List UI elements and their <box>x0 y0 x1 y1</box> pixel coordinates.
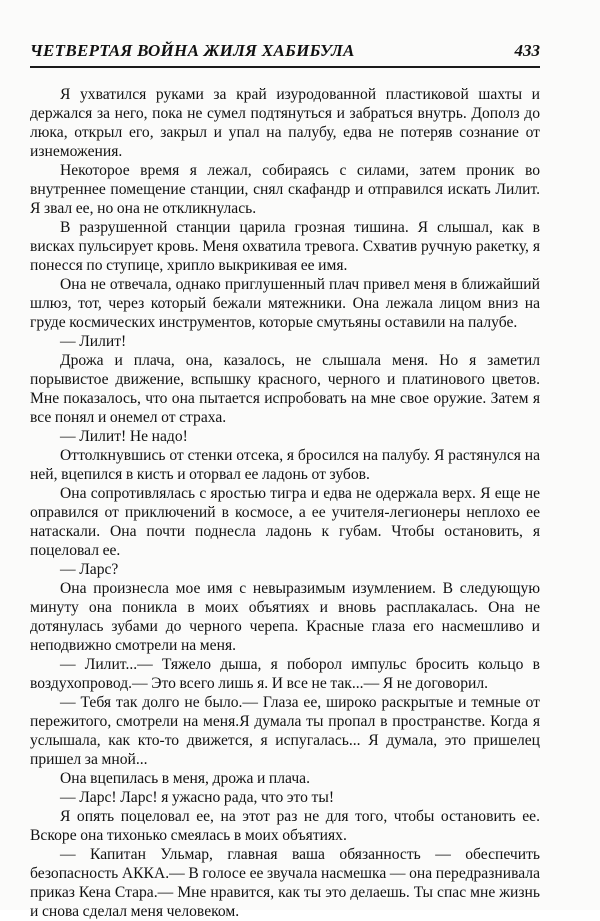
page-number: 433 <box>514 41 540 60</box>
paragraph: Некоторое время я лежал, собираясь с силами, затем проник во внутреннее помещение станции, снял скафандр и отправился искать Лилит. Я звал ее, но она не откликнулась. <box>30 162 540 217</box>
dialogue-line: — Лилит! Не надо! <box>60 428 188 445</box>
dialogue-line: — Тебя так долго не было.— Глаза ее, широко раскрытые и темные от пережитого, смотрели на меня.Я думала ты пропал в пространстве. Когда я услышала, как кто-то движется, я испугалась... Я думала, это пришелец пришел за мной... <box>30 694 540 768</box>
dialogue-line: — Капитан Ульмар, главная ваша обязанность — обеспечить безопасность АККА.— В голосе ее звучала насмешка — она передразнивала приказ Кена Стара.— Мне нравится, как ты это делаешь. Ты спас мне жизнь и снова сделал меня человеком. <box>30 846 540 920</box>
paragraph: Я опять поцеловал ее, на этот раз не для того, чтобы остановить ее. Вскоре она тихонько смеялась в моих объятиях. <box>30 808 540 844</box>
paragraph: Я ухватился руками за край изуродованной пластиковой шахты и держался за него, пока не сумел подтянуться и забраться внутрь. Дополз до люка, открыл его, закрыл и упал на палубу, едва не потеряв сознание от изнеможения. <box>30 86 540 160</box>
dialogue-line: — Ларс? <box>60 561 119 578</box>
body-text <box>30 85 540 921</box>
running-header <box>30 40 540 68</box>
paragraph: Она сопротивлялась с яростью тигра и едва не одержала верх. Я еще не оправился от приключений в космосе, а ее учителя-легионеры неплохо ее натаскали. Она почти поднесла ладонь к губам. Чтобы остановить, я поцеловал ее. <box>30 485 540 559</box>
paragraph: Она произнесла мое имя с невыразимым изумлением. В следующую минуту она поникла в моих объятиях и вновь расплакалась. Она не дотянулась зубами до черного черепа. Красные глаза его насмешливо и неподвижно смотрели на меня. <box>30 580 540 654</box>
dialogue-line: — Лилит...— Тяжело дыша, я поборол импульс бросить кольцо в воздухопровод.— Это всего лишь я. И все не так...— Я не договорил. <box>30 656 540 692</box>
paragraph: Оттолкнувшись от стенки отсека, я бросился на палубу. Я растянулся на ней, вцепился в кисть и оторвал ее ладонь от зубов. <box>30 447 540 483</box>
paragraph: В разрушенной станции царила грозная тишина. Я слышал, как в висках пульсирует кровь. Меня охватила тревога. Схватив ручную ракетку, я понесся по ступице, хрипло выкрикивая ее имя. <box>30 219 540 274</box>
paragraph: Дрожа и плача, она, казалось, не слышала меня. Но я заметил порывистое движение, вспышку красного, черного и платинового цветов. Мне показалось, что она пытается испробовать на мне свое оружие. Затем я все понял и онемел от страха. <box>30 352 540 426</box>
dialogue-line: — Ларс! Ларс! я ужасно рада, что это ты! <box>60 789 335 806</box>
paragraph: Она не отвечала, однако приглушенный плач привел меня в ближайший шлюз, тот, через который бежали мятежники. Она лежала лицом вниз на груде космических инструментов, которые смутьяны оставили на палубе. <box>30 276 540 331</box>
paragraph: Она вцепилась в меня, дрожа и плача. <box>60 770 311 787</box>
dialogue-line: — Лилит! <box>60 333 127 350</box>
running-title: ЧЕТВЕРТАЯ ВОЙНА ЖИЛЯ ХАБИБУЛА <box>30 41 355 60</box>
